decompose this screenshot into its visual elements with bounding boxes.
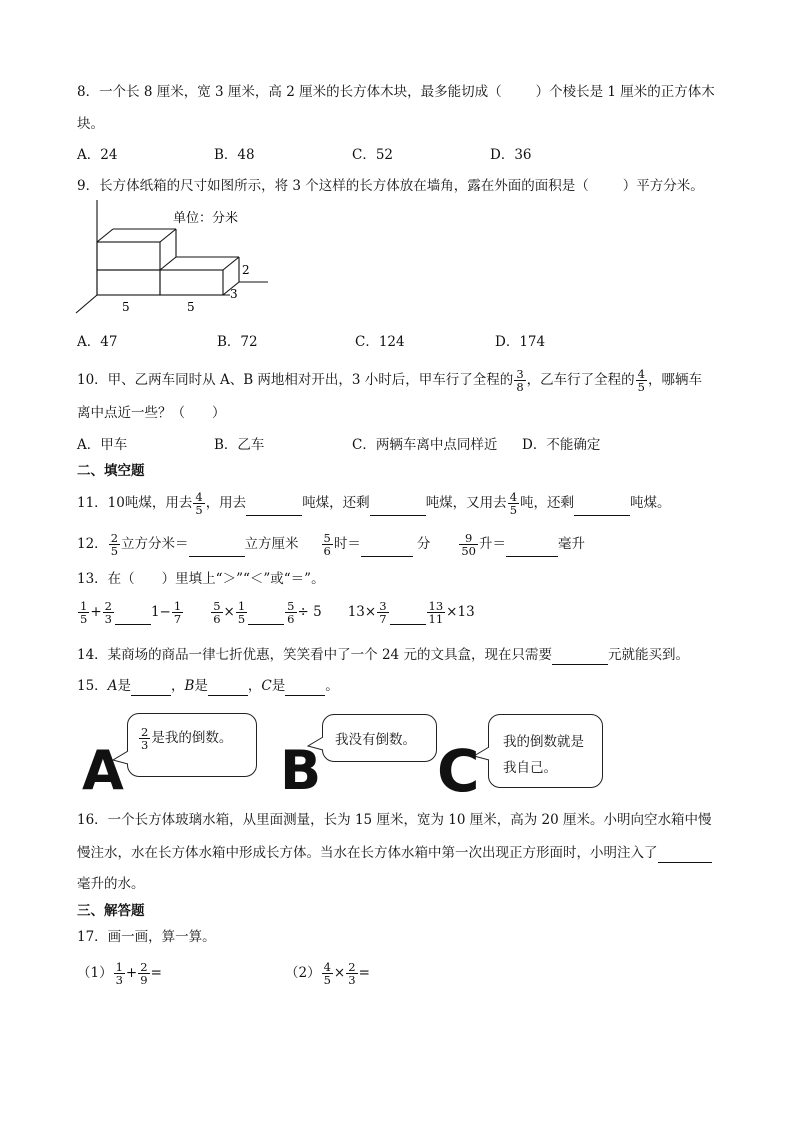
q11-text: ，用去 [205,495,247,511]
q8-option-b[interactable]: B．48 [214,147,255,163]
unit-label: 单位：分米 [173,211,239,226]
denominator: 3 [104,612,112,626]
numerator: 4 [509,490,518,504]
q15-text: 是 [117,678,131,694]
answer-blank[interactable] [658,848,712,863]
q8-option-d[interactable]: D．36 [490,147,532,163]
denominator: 5 [509,503,518,517]
section-heading-solve: 三、解答题 [77,903,145,919]
numerator: 3 [516,367,524,381]
speech-bubble-a [127,713,257,777]
dim-depth-label: 3 [230,287,238,301]
q17-line: 17．画一画，算一算。 [77,929,216,945]
answer-blank[interactable] [208,681,248,696]
numerator: 1 [115,960,123,974]
q12-text: 时＝ [333,536,361,552]
q11-text: 吨煤，又用去 [425,495,507,511]
q12-line [77,532,585,557]
numerator: 5 [323,531,331,545]
q12-text: 毫升 [557,536,585,552]
section-heading-fill-in: 二、填空题 [77,463,145,479]
denominator: 5 [195,503,203,517]
answer-blank[interactable] [246,501,302,516]
fraction [514,368,525,393]
letter-b-label: B [184,678,195,694]
expression-text: 13× [347,604,377,620]
compare-blank[interactable] [390,610,426,625]
denominator: 3 [115,973,123,987]
letter-c-figure: C [437,737,480,805]
q12-number: 12． [77,536,108,552]
q15-text: 。 [325,678,339,694]
q16-line3: 毫升的水。 [77,876,145,892]
letter-a-label: A [107,678,118,694]
numerator: 5 [287,599,295,613]
fraction [346,961,357,986]
denominator: 3 [348,973,356,987]
numerator: 1 [173,599,182,613]
fraction [377,600,388,625]
q8-option-a[interactable]: A．24 [77,147,118,163]
q17-part1 [77,961,162,986]
fraction [211,600,222,625]
q11-text: 吨，还剩 [520,495,575,511]
q11-text: 11．10吨煤，用去 [77,495,193,511]
fraction [508,491,519,516]
q12-text: 立方分米＝ [121,536,189,552]
expression-text: 1− [150,604,171,620]
fraction [78,600,89,625]
denominator: 7 [379,612,387,626]
q8-text-cont: ）个棱长是 1 厘米的正方体木 [535,84,715,100]
fraction [459,532,478,557]
q15-text: ， [170,678,185,694]
q13-line: 13．在（ ）里填上“＞”“＜”或“＝”。 [77,571,325,587]
fraction [103,600,114,625]
numerator: 5 [213,599,221,613]
q11-text: 吨煤，还剩 [302,495,370,511]
answer-blank[interactable] [189,542,245,557]
q15-line [77,676,339,696]
fraction [109,532,120,557]
part-label: （1） [77,965,113,981]
fraction [636,368,647,393]
denominator: 5 [80,612,88,626]
q10-text: 10．甲、乙两车同时从 A、B 两地相对开出，3 小时后，甲车行了全程的 [77,372,514,388]
denominator: 9 [140,973,148,987]
numerator: 1 [237,599,246,613]
q11-text: 吨煤。 [630,495,671,511]
numerator: 2 [140,960,148,974]
denominator: 5 [323,973,331,987]
q10-option-b[interactable]: B．乙车 [214,437,265,453]
denominator: 11 [428,612,444,626]
answer-blank[interactable] [574,501,630,516]
dim-length-label-1: 5 [122,300,130,314]
q12-text: 立方厘米 [244,536,299,552]
numerator: 1 [80,599,88,613]
q9-line1 [77,176,704,196]
dim-length-label-2: 5 [187,300,195,314]
numerator: 2 [141,725,149,739]
numerator: 4 [195,490,203,504]
operator: + [90,604,102,620]
q9-text-cont: ）平方分米。 [622,178,704,194]
fraction [322,532,333,557]
bubble-text: 我没有倒数。 [335,732,416,748]
q9-option-b[interactable]: B．72 [217,334,258,350]
operator: × [223,604,235,620]
q11-line [77,491,671,516]
operator: + [125,965,138,981]
dim-height-label: 2 [242,263,250,277]
q14-text: 元就能买到。 [607,647,689,663]
q9-box-diagram [70,200,290,320]
q15-text: 是 [194,678,208,694]
answer-blank[interactable] [370,501,426,516]
operator: = [358,965,370,981]
answer-blank[interactable] [361,542,413,557]
compare-blank[interactable] [115,610,151,625]
q9-option-d[interactable]: D．174 [495,334,546,350]
answer-blank[interactable] [131,681,171,696]
q8-option-c[interactable]: C．52 [352,147,394,163]
fraction [114,961,125,986]
fraction [322,961,333,986]
numerator: 4 [323,960,331,974]
speech-bubble-b [322,714,437,762]
bubble-text: 我的倒数就是 [503,734,584,750]
letter-a-figure: A [82,739,124,802]
q10-text: ，哪辆车 [647,372,702,388]
q10-line2: 离中点近一些？（ ） [77,405,226,421]
q16-text: 慢注水，水在长方体水箱中形成长方体。当水在长方体水箱中第一次出现正方形面时，小明注入了 [77,845,658,861]
q10-option-d[interactable]: D．不能确定 [522,437,601,453]
denominator: 50 [461,544,476,558]
letter-c-label: C [261,678,272,694]
q15-number: 15． [77,678,108,694]
bubble-text: 我自己。 [503,760,557,776]
letter-b-figure: B [280,739,322,802]
numerator: 3 [379,599,387,613]
q15-text: 是 [271,678,286,694]
q10-option-c[interactable]: C．两辆车离中点同样近 [352,437,498,453]
numerator: 2 [104,599,112,613]
q9-option-a[interactable]: A．47 [77,334,118,350]
denominator: 5 [637,380,645,394]
numerator: 4 [637,367,645,381]
q17-part2 [285,961,370,986]
numerator: 9 [459,532,478,545]
speech-bubble-c [488,714,603,788]
q8-text: 8．一个长 8 厘米，宽 3 厘米，高 2 厘米的长方体木块，最多能切成（ [77,84,502,100]
q8-line1 [77,82,715,102]
part-label: （2） [285,965,321,981]
q10-text: ，乙车行了全程的 [526,372,635,388]
expression-text: ×13 [446,604,475,620]
fraction [172,600,183,625]
q13-expressions [77,600,475,625]
answer-blank[interactable] [506,542,558,557]
q9-text: 9．长方体纸箱的尺寸如图所示，将 3 个这样的长方体放在墙角，露在外面的面积是（ [77,178,589,194]
denominator: 6 [287,612,295,626]
fraction [139,726,150,751]
answer-blank[interactable] [552,650,608,665]
q12-text: 分 [416,536,431,552]
bubble-text: 是我的倒数。 [151,730,233,746]
operator: × [333,965,346,981]
denominator: 5 [237,612,246,626]
q10-option-a[interactable]: A．甲车 [77,437,128,453]
fraction [427,600,446,625]
q10-line1 [77,368,702,393]
q15-text: ， [247,678,262,694]
numerator: 2 [110,531,119,545]
q16-line1: 16．一个长方体玻璃水箱，从里面测量，长为 15 厘米，宽为 10 厘米，高为 20 厘米。小明向空水箱中慢 [77,812,712,828]
q14-text: 14．某商场的商品一律七折优惠，笑笑看中了一个 24 元的文具盒，现在只需要 [77,647,552,663]
q8-line2: 块。 [77,116,104,132]
answer-blank[interactable] [285,681,325,696]
numerator: 2 [348,960,356,974]
numerator: 13 [428,599,444,613]
fraction [236,600,247,625]
q12-text: 升＝ [478,536,506,552]
fraction [285,600,296,625]
q14-line [77,645,689,665]
denominator: 6 [213,612,221,626]
q9-option-c[interactable]: C．124 [355,334,405,350]
expression-text: ÷ 5 [297,604,322,620]
denominator: 3 [141,738,149,752]
fraction [193,491,204,516]
denominator: 8 [516,380,524,394]
q16-line2 [77,843,712,863]
denominator: 5 [110,544,119,558]
denominator: 6 [323,544,331,558]
operator: = [150,965,162,981]
compare-blank[interactable] [248,610,284,625]
fraction [138,961,149,986]
denominator: 7 [173,612,182,626]
